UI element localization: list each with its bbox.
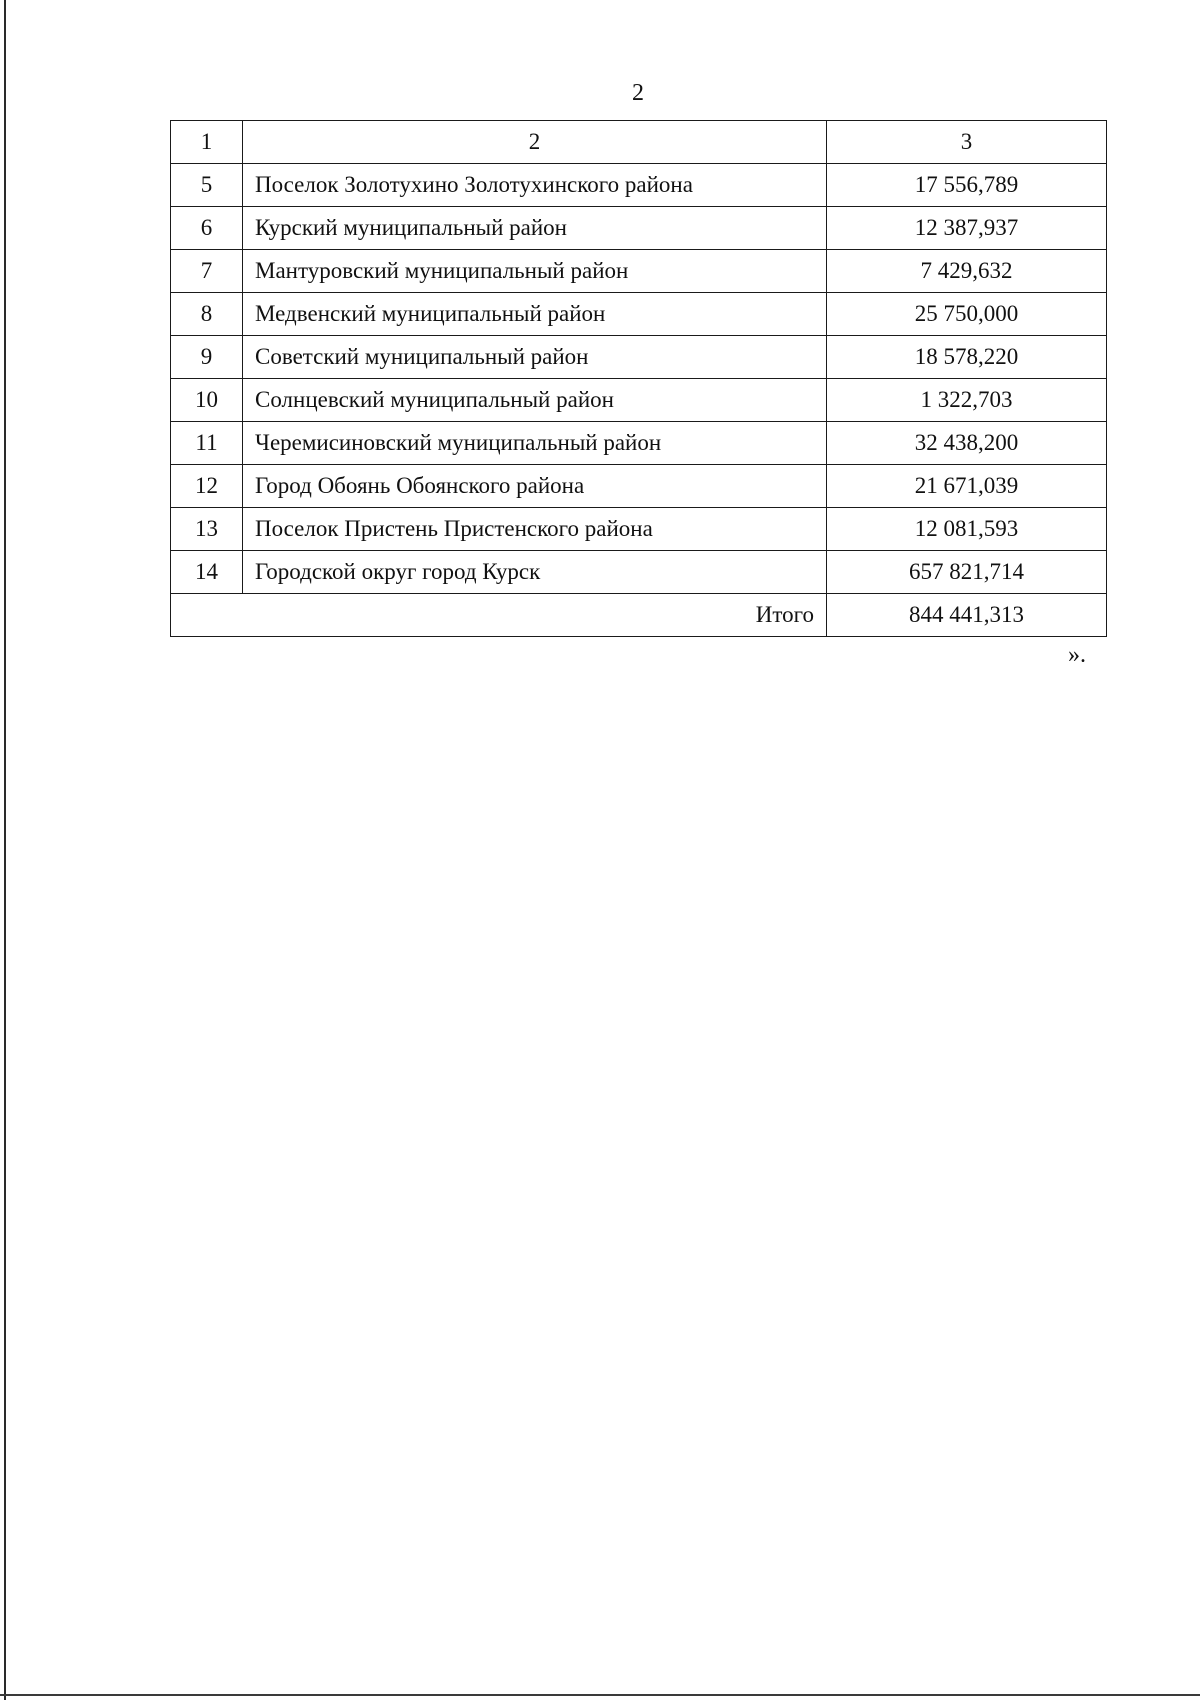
table-row xyxy=(171,336,1107,379)
row-number: 14 xyxy=(171,551,243,594)
row-number: 9 xyxy=(171,336,243,379)
row-value: 18 578,220 xyxy=(827,336,1107,379)
row-value: 7 429,632 xyxy=(827,250,1107,293)
table-row xyxy=(171,551,1107,594)
row-name: Поселок Пристень Пристенского района xyxy=(243,508,827,551)
row-number: 11 xyxy=(171,422,243,465)
row-number: 7 xyxy=(171,250,243,293)
page-left-edge xyxy=(4,0,6,1700)
row-name: Городской округ город Курск xyxy=(243,551,827,594)
closing-quote-mark: ». xyxy=(1068,642,1086,668)
row-number: 5 xyxy=(171,164,243,207)
row-name: Курский муниципальный район xyxy=(243,207,827,250)
table-row xyxy=(171,508,1107,551)
row-number: 8 xyxy=(171,293,243,336)
row-name: Поселок Золотухино Золотухинского района xyxy=(243,164,827,207)
page-bottom-edge xyxy=(0,1694,1200,1696)
total-label: Итого xyxy=(171,594,827,637)
header-cell-number: 1 xyxy=(171,121,243,164)
table-header-row xyxy=(171,121,1107,164)
row-number: 13 xyxy=(171,508,243,551)
table-row xyxy=(171,379,1107,422)
row-value: 17 556,789 xyxy=(827,164,1107,207)
row-number: 10 xyxy=(171,379,243,422)
allocation-table xyxy=(170,120,1107,637)
row-value: 12 387,937 xyxy=(827,207,1107,250)
total-value: 844 441,313 xyxy=(827,594,1107,637)
table-row xyxy=(171,422,1107,465)
table-row xyxy=(171,465,1107,508)
row-name: Черемисиновский муниципальный район xyxy=(243,422,827,465)
row-name: Мантуровский муниципальный район xyxy=(243,250,827,293)
page-number: 2 xyxy=(632,80,644,106)
row-number: 12 xyxy=(171,465,243,508)
table-row xyxy=(171,293,1107,336)
row-value: 21 671,039 xyxy=(827,465,1107,508)
table-row xyxy=(171,250,1107,293)
row-number: 6 xyxy=(171,207,243,250)
row-value: 25 750,000 xyxy=(827,293,1107,336)
table-row xyxy=(171,164,1107,207)
row-name: Медвенский муниципальный район xyxy=(243,293,827,336)
row-value: 1 322,703 xyxy=(827,379,1107,422)
table-row xyxy=(171,207,1107,250)
row-value: 12 081,593 xyxy=(827,508,1107,551)
header-cell-value: 3 xyxy=(827,121,1107,164)
row-name: Город Обоянь Обоянского района xyxy=(243,465,827,508)
row-name: Советский муниципальный район xyxy=(243,336,827,379)
header-cell-name: 2 xyxy=(243,121,827,164)
table-total-row xyxy=(171,594,1107,637)
row-name: Солнцевский муниципальный район xyxy=(243,379,827,422)
row-value: 657 821,714 xyxy=(827,551,1107,594)
row-value: 32 438,200 xyxy=(827,422,1107,465)
